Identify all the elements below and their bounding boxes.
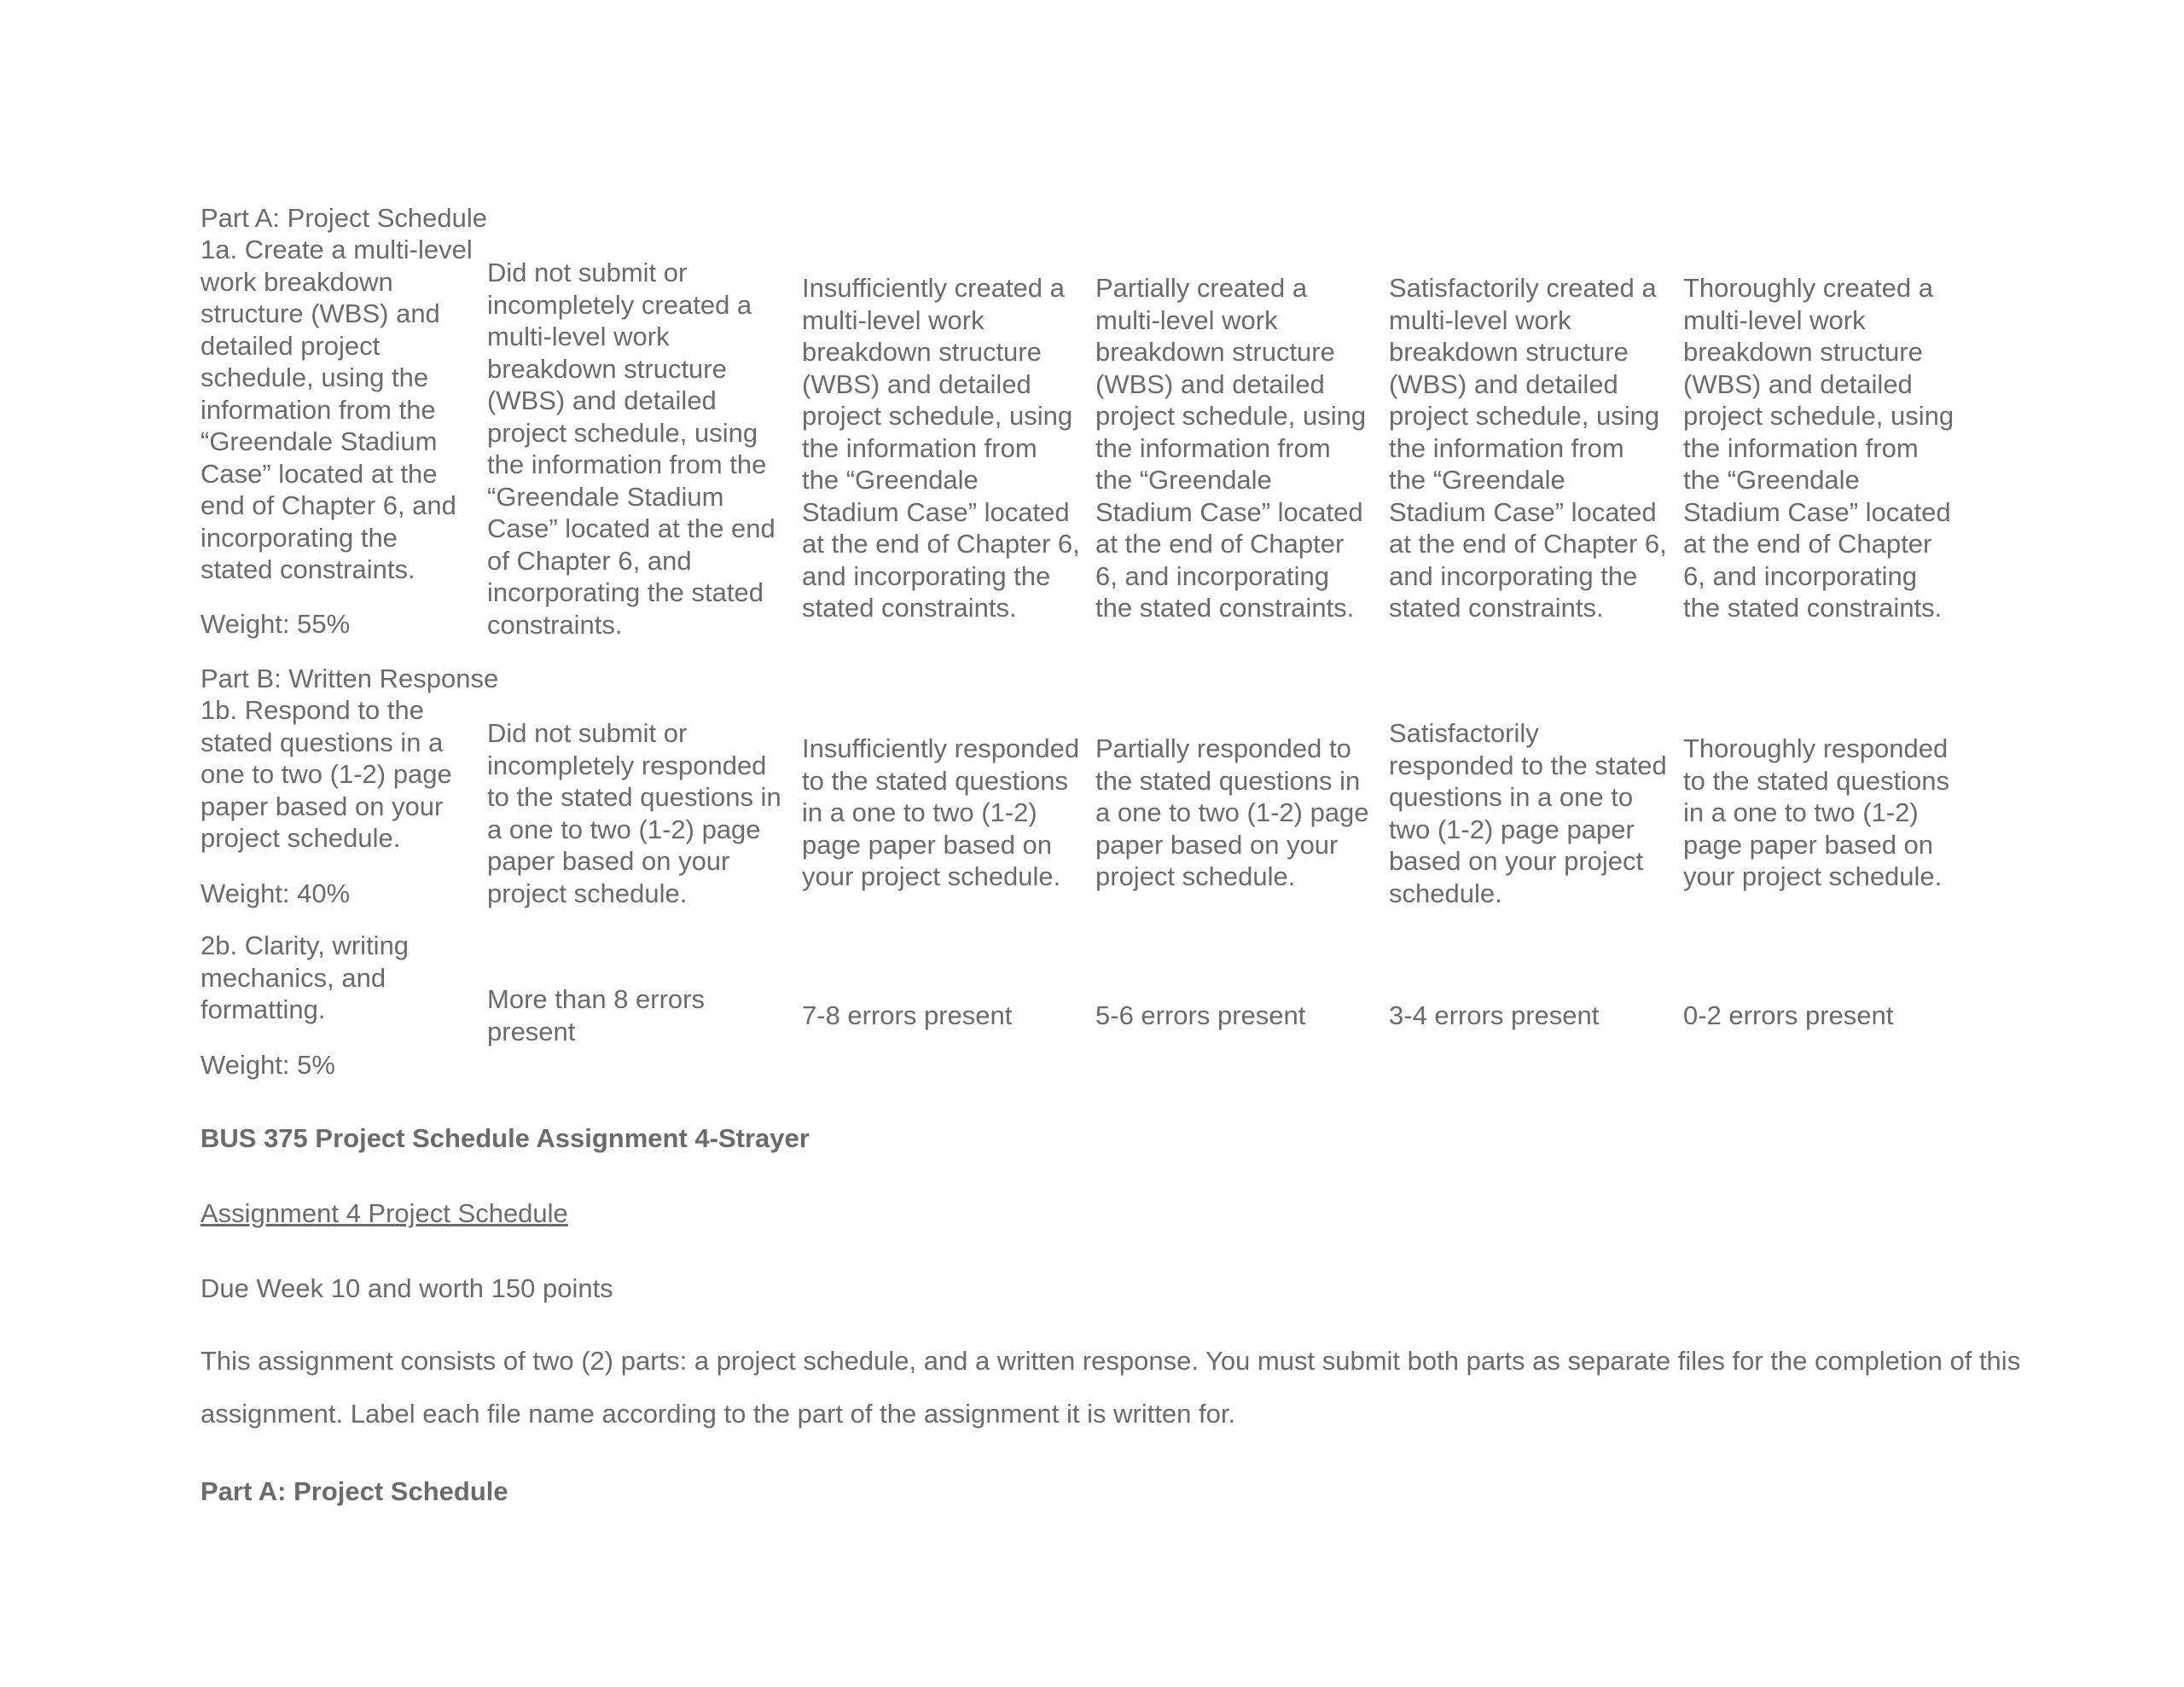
criterion-1b: 1b. Respond to the stated questions in a one to two (1-2) page paper based on your project schedule. (200, 695, 452, 853)
assignment-link[interactable]: Assignment 4 Project Schedule (200, 1198, 568, 1228)
cell-2b-level-1: More than 8 errors present (487, 984, 705, 1046)
weight-2b: Weight: 5% (200, 1050, 335, 1080)
cell-1b-level-5: Thoroughly responded to the stated questions in a one to two (1-2) page paper based on your project schedule. (1683, 733, 1949, 891)
intro-paragraph: This assignment consists of two (2) parts: a project schedule, and a written response. You must submit both parts as separate files for the completion of this assignment. Label each file name according to the part of the assignment it is written for. (200, 1346, 2021, 1429)
weight-1b: Weight: 40% (200, 878, 351, 908)
cell-1a-level-1: Did not submit or incompletely created a multi-level work breakdown structure (WBS) and detailed project schedule, using the information from the “Greendale Stadium Case” located at the end of Chapter 6, and incorporating the stated constraints. (487, 258, 775, 640)
cell-1a-level-4: Satisfactorily created a multi-level work breakdown structure (WBS) and detailed project schedule, using the information from the “Greendale Stadium Case” located at the end of Chapter 6, and incorporating the stated constraints. (1389, 273, 1667, 623)
cell-1b-level-4: Satisfactorily responded to the stated questions in a one to two (1-2) page paper based on your project schedule. (1389, 718, 1667, 908)
cell-1a-level-5: Thoroughly created a multi-level work breakdown structure (WBS) and detailed project schedule, using the information from the “Greendale Stadium Case” located at the end of Chapter 6, and incorporating the stated constraints. (1683, 273, 1955, 623)
cell-1a-level-3: Partially created a multi-level work breakdown structure (WBS) and detailed project schedule, using the information from the “Greendale Stadium Case” located at the end of Chapter 6, and incorporating the stated constraints. (1095, 273, 1367, 623)
section-title-part-b: Part B: Written Response (200, 664, 499, 693)
criterion-2b: 2b. Clarity, writing mechanics, and formatting. (200, 930, 410, 1024)
cell-2b-level-4: 3-4 errors present (1389, 1000, 1600, 1030)
criterion-1a: 1a. Create a multi-level work breakdown structure (WBS) and detailed project schedule, using the information from the “Greendale Stadium Case” located at the end of Chapter 6, and incorporating the stated constraints. (200, 235, 473, 584)
cell-2b-level-3: 5-6 errors present (1095, 1000, 1306, 1030)
cell-1b-level-2: Insufficiently responded to the stated questions in a one to two (1-2) page paper based on your project schedule. (802, 733, 1080, 891)
document-heading: BUS 375 Project Schedule Assignment 4-Strayer (200, 1123, 810, 1153)
due-date-text: Due Week 10 and worth 150 points (200, 1273, 613, 1303)
cell-1b-level-3: Partially responded to the stated questions in a one to two (1-2) page paper based on your project schedule. (1095, 733, 1369, 891)
cell-2b-level-2: 7-8 errors present (802, 1000, 1013, 1030)
cell-1a-level-2: Insufficiently created a multi-level work breakdown structure (WBS) and detailed project schedule, using the information from the “Greendale Stadium Case” located at the end of Chapter 6, and incorporating the stated constraints. (802, 273, 1080, 623)
section-title-part-a: Part A: Project Schedule (200, 203, 488, 233)
cell-2b-level-5: 0-2 errors present (1683, 1000, 1894, 1030)
weight-1a: Weight: 55% (200, 609, 351, 639)
part-a-heading: Part A: Project Schedule (200, 1476, 508, 1506)
cell-1b-level-1: Did not submit or incompletely responded to the stated questions in a one to two (1-2) page paper based on your project schedule. (487, 718, 781, 908)
